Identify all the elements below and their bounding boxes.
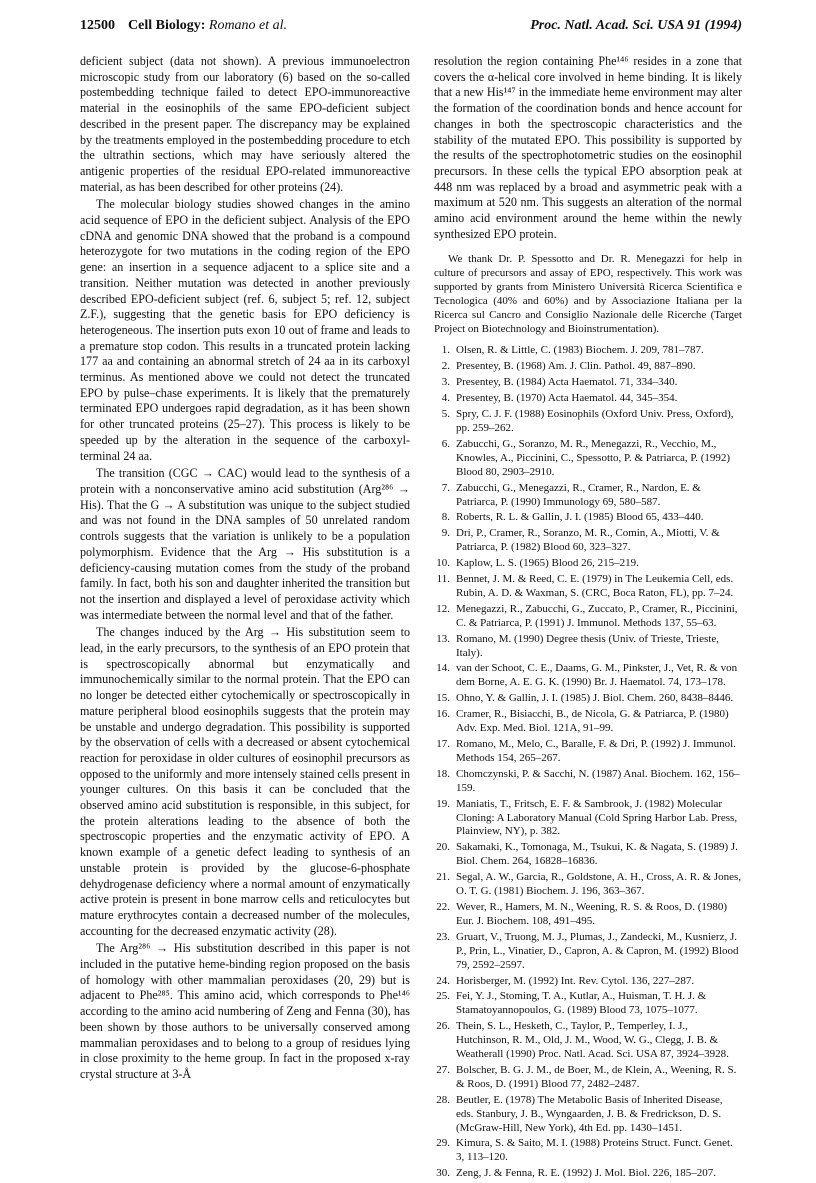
reference-number: 1.	[441, 344, 450, 357]
reference-text: Romano, M. (1990) Degree thesis (Univ. of Trieste, Trieste, Italy).	[456, 632, 719, 659]
reference-item	[434, 871, 742, 899]
reference-number: 7.	[441, 481, 450, 494]
reference-text: Fei, Y. J., Stoming, T. A., Kutlar, A., Huisman, T. H. J. & Stamatoyannopoulos, G. (1989) Blood 73, 1075–1077.	[456, 990, 707, 1017]
reference-item	[434, 573, 742, 601]
reference-item	[434, 768, 742, 796]
section-name: Cell Biology:	[128, 18, 206, 33]
reference-item	[434, 841, 742, 869]
reference-number: 12.	[436, 602, 450, 615]
reference-item	[434, 557, 742, 571]
reference-text: Presentey, B. (1970) Acta Haematol. 44, 345–354.	[456, 392, 678, 405]
reference-number: 20.	[436, 841, 450, 854]
reference-item	[434, 633, 742, 661]
reference-item	[434, 392, 742, 406]
reference-number: 3.	[441, 376, 450, 389]
reference-text: Bolscher, B. G. J. M., de Boer, M., de Klein, A., Weening, R. S. & Roos, D. (1991) Blood 77, 2482–2487.	[456, 1063, 737, 1090]
reference-text: Roberts, R. L. & Gallin, J. I. (1985) Blood 65, 433–440.	[456, 511, 704, 524]
paragraph: The molecular biology studies showed changes in the amino acid sequence of EPO in the deficient subject. Analysis of the EPO cDNA and genomic DNA showed that the proband is a compound heterozygote for two mutations in the coding region of the EPO gene: an insertion in a sequence adjacent to a splice site and a transition. Neither mutation was detected in another previously described EPO-deficient subject (ref. 6, subject 5; ref. 12, subject Z.F.), suggesting that the genetic basis for EPO deficiency is heterogeneous. The insertion puts exon 10 out of frame and leads to a premature stop codon. This results in a truncated protein lacking 177 aa and containing an abnormal stretch of 24 aa in its carboxyl terminus. As mentioned above we could not detect the truncated EPO by pulse–chase experiments. It is likely that the prematurely terminated EPO undergoes rapid degradation, as it has been shown for other truncated proteins (25–27). This process is likely to be speeded up by the alteration in the sequence of the carboxyl-terminal 24 aa.	[80, 197, 410, 463]
reference-text: Romano, M., Melo, C., Baralle, F. & Dri, P. (1992) J. Immunol. Methods 154, 265–267.	[456, 738, 736, 764]
running-authors: Romano et al.	[208, 18, 288, 33]
reference-item	[434, 527, 742, 555]
reference-item	[434, 1020, 742, 1062]
paragraph: The transition (CGC → CAC) would lead to the synthesis of a protein with a nonconservative amino acid substitution (Arg²⁸⁶ → His). That the G → A substitution was unique to the subject studied and was not found in the DNA samples of 50 unrelated random controls suggests that the variation is unlikely to be a population polymorphism. Evidence that the Arg → His substitution is a deficiency-causing mutation comes from the study of the proband family. In fact, both his son and daughter inherited the transition but not the insertion and displayed a level of peroxidase activity which was intermediate between the normal level and that of the father.	[80, 466, 410, 622]
reference-number: 30.	[436, 1167, 450, 1180]
acknowledgment: We thank Dr. P. Spessotto and Dr. R. Menegazzi for help in culture of precursors and assay of EPO, respectively. This work was supported by grants from Ministero Università Ricerca Scientifica e Tecnologica (40% and 60%) and by Associazione Italiana per la Ricerca sul Cancro and Consiglio Nazionale delle Ricerche (Target Project on Biotechnology and Bioinstrumentation).	[434, 253, 742, 336]
reference-text: Beutler, E. (1978) The Metabolic Basis of Inherited Disease, eds. Stanbury, J. B., Wyngaarden, J. B. & Fredrickson, D. S. (McGraw-Hill, New York), 4th Ed. pp. 1430–1451.	[456, 1093, 723, 1134]
reference-item	[434, 662, 742, 690]
left-column	[80, 54, 410, 1083]
reference-text: Segal, A. W., Garcia, R., Goldstone, A. H., Cross, A. R. & Jones, O. T. G. (1981) Biochem. J. 196, 363–367.	[456, 871, 742, 898]
reference-item	[434, 901, 742, 929]
reference-item	[434, 798, 742, 840]
paragraph: The Arg²⁸⁶ → His substitution described in this paper is not included in the putative heme-binding region proposed on the basis of homology with other mammalian peroxidases (20, 29) but is adjacent to Phe²⁸⁵. This amino acid, which corresponds to Phe¹⁴⁶ according to the amino acid numbering of Zeng and Fenna (30), has been shown by those authors to be universally conserved among mammalian peroxidases and to belong to a group of residues lying in close proximity to the heme group. In fact in the proposed x-ray crystal structure at 3-Å	[80, 941, 410, 1081]
reference-item	[434, 408, 742, 436]
reference-number: 18.	[436, 767, 450, 780]
reference-text: Olsen, R. & Little, C. (1983) Biochem. J. 209, 781–787.	[456, 344, 704, 357]
right-column	[434, 54, 742, 1183]
reference-number: 24.	[436, 974, 450, 987]
reference-number: 15.	[436, 692, 450, 705]
reference-item	[434, 990, 742, 1018]
discussion-text	[80, 54, 410, 1083]
reference-item	[434, 344, 742, 358]
reference-number: 17.	[436, 738, 450, 750]
reference-item	[434, 738, 742, 766]
reference-item	[434, 1137, 742, 1165]
reference-item	[434, 438, 742, 480]
paragraph: deficient subject (data not shown). A previous immunoelectron microscopic study from our laboratory (6) based on the so-called postembedding technique failed to detect EPO-immunoreactive material in the eosinophils of the same EPO-deficient subject described in the present paper. The discrepancy may be explained by the treatments employed in the postembedding procedure to etch the ultrathin sections, which may have seriously altered the antigenic properties of the residual EPO-related immunoreactive material, as has been described for other proteins (24).	[80, 54, 410, 194]
reference-text: Thein, S. L., Hesketh, C., Taylor, P., Temperley, I. J., Hutchinson, R. M., Old, J. M., Wood, W. G., Clegg, J. B. & Weatherall (1990) Proc. Natl. Acad. Sci. USA 87, 3924–3928.	[456, 1020, 729, 1061]
paragraph: The changes induced by the Arg → His substitution seem to lead, in the early precursors, to the synthesis of an EPO protein that is spectroscopically abnormal but enzymatically and immunochemically similar to the normal protein. That the EPO can no longer be detected either cytochemically or spectroscopically in mature peripheral blood eosinophils suggests that the protein may be unstable and undergo degradation. This possibility is supported by the observation of cells with a decreased or absent cytochemical reaction for peroxidase in older cultures of eosinophil precursors as opposed to the uniformly and more intensely stained cells present in younger cultures. On this basis it can be concluded that the observed amino acid substitution is responsible, in this subject, for the protein alterations leading to the absence of both the spectroscopic properties and the enzymatic activity of EPO. A known example of a genetic defect leading to synthesis of an unstable protein is provided by the glucose-6-phosphate dehydrogenase deficiency where a normal amount of enzymatically active protein is present in bone marrow cells and reticulocytes but mature erythrocytes contain a decreased number of the molecules, accounting for the decreased enzymatic activity (28).	[80, 625, 410, 938]
reference-number: 28.	[436, 1093, 450, 1106]
page-number: 12500	[80, 18, 115, 33]
reference-item	[434, 931, 742, 973]
reference-number: 10.	[436, 557, 450, 570]
reference-text: Cramer, R., Bisiacchi, B., de Nicola, G. & Patriarca, P. (1980) Adv. Exp. Med. Biol. 121A, 91–99.	[456, 708, 729, 735]
reference-item	[434, 360, 742, 374]
reference-item	[434, 692, 742, 706]
reference-list	[434, 344, 742, 1181]
reference-text: Spry, C. J. F. (1988) Eosinophils (Oxford Univ. Press, Oxford), pp. 259–262.	[456, 408, 734, 434]
discussion-continuation	[434, 54, 742, 242]
reference-number: 4.	[441, 392, 450, 405]
reference-text: Kimura, S. & Saito, M. I. (1988) Proteins Struct. Funct. Genet. 3, 113–120.	[456, 1137, 733, 1164]
reference-text: Ohno, Y. & Gallin, J. I. (1985) J. Biol. Chem. 260, 8438–8446.	[456, 692, 734, 705]
reference-number: 29.	[436, 1137, 450, 1150]
reference-text: Bennet, J. M. & Reed, C. E. (1979) in The Leukemia Cell, eds. Rubin, A. D. & Waxman, S. (CRC, Boca Raton, FL), pp. 7–24.	[456, 573, 734, 599]
reference-number: 11.	[436, 573, 450, 586]
reference-text: Maniatis, T., Fritsch, E. F. & Sambrook, J. (1982) Molecular Cloning: A Laboratory Manual (Cold Spring Harbor Lab. Press, Plainview, NY), p. 382.	[456, 797, 738, 838]
reference-number: 23.	[436, 930, 450, 943]
reference-number: 2.	[441, 360, 450, 373]
reference-text: Menegazzi, R., Zabucchi, G., Zuccato, P., Cramer, R., Piccinini, C. & Patriarca, P. (1991) J. Immunol. Methods 137, 55–63.	[456, 602, 738, 629]
reference-text: Horisberger, M. (1992) Int. Rev. Cytol. 136, 227–287.	[456, 974, 695, 987]
reference-number: 19.	[436, 797, 450, 810]
reference-text: Presentey, B. (1968) Am. J. Clin. Pathol. 49, 887–890.	[456, 360, 696, 373]
reference-text: Zabucchi, G., Soranzo, M. R., Menegazzi, R., Vecchio, M., Knowles, A., Piccinini, C., Spessotto, P. & Patriarca, P. (1992) Blood 80, 2903–2910.	[456, 437, 731, 478]
reference-text: Wever, R., Hamers, M. N., Weening, R. S. & Roos, D. (1980) Eur. J. Biochem. 108, 491–495.	[456, 900, 728, 927]
reference-number: 8.	[441, 511, 450, 524]
reference-number: 27.	[436, 1063, 450, 1076]
reference-text: van der Schoot, C. E., Daams, G. M., Pinkster, J., Vet, R. & von dem Borne, A. E. G. K. (1990) Br. J. Haematol. 74, 173–178.	[456, 662, 738, 689]
reference-number: 25.	[436, 990, 450, 1003]
reference-item	[434, 1094, 742, 1136]
reference-number: 14.	[436, 662, 450, 675]
reference-number: 16.	[436, 708, 450, 721]
journal-citation: Proc. Natl. Acad. Sci. USA 91 (1994)	[530, 18, 742, 33]
reference-item	[434, 1167, 742, 1181]
section-title	[128, 18, 287, 34]
reference-text: Gruart, V., Truong, M. J., Plumas, J., Zandecki, M., Kusnierz, J. P., Prin, L., Vinatier, D., Capron, A. & Capron, M. (1992) Blood 79, 2592–2597.	[456, 930, 739, 971]
reference-text: Chomczynski, P. & Sacchi, N. (1987) Anal. Biochem. 162, 156–159.	[456, 767, 740, 794]
reference-number: 22.	[436, 900, 450, 913]
reference-number: 13.	[436, 632, 450, 645]
reference-item	[434, 482, 742, 510]
reference-text: Kaplow, L. S. (1965) Blood 26, 215–219.	[456, 557, 639, 570]
reference-item	[434, 511, 742, 525]
reference-number: 9.	[441, 527, 450, 540]
reference-item	[434, 376, 742, 390]
reference-number: 21.	[436, 871, 450, 884]
reference-item	[434, 603, 742, 631]
reference-text: Dri, P., Cramer, R., Soranzo, M. R., Comin, A., Miotti, V. & Patriarca, P. (1982) Blood 60, 323–327.	[456, 527, 720, 554]
reference-number: 5.	[441, 408, 450, 421]
reference-item	[434, 708, 742, 736]
reference-text: Zeng, J. & Fenna, R. E. (1992) J. Mol. Biol. 226, 185–207.	[456, 1167, 717, 1180]
paragraph: resolution the region containing Phe¹⁴⁶ resides in a zone that covers the α-helical core involved in heme binding. It is likely that a new His¹⁴⁷ in the immediate heme environment may alter the formation of the coordination bonds and hence account for changes in both the spectroscopic characteristics and the stability of the mutated EPO. This possibility is supported by the results of the spectrophotometric studies on the eosinophil precursors. In these cells the typical EPO absorption peak at 448 nm was replaced by a broad and asymmetric peak with a maximum at 520 nm. This suggests an alteration of the normal amino acid environment around the heme within the newly synthesized EPO protein.	[434, 54, 742, 241]
reference-number: 26.	[436, 1020, 450, 1033]
reference-text: Zabucchi, G., Menegazzi, R., Cramer, R., Nardon, E. & Patriarca, P. (1990) Immunology 69, 580–587.	[456, 481, 701, 508]
reference-text: Presentey, B. (1984) Acta Haematol. 71, 334–340.	[456, 376, 678, 389]
running-header	[80, 16, 742, 38]
reference-number: 6.	[441, 437, 450, 450]
reference-text: Sakamaki, K., Tomonaga, M., Tsukui, K. & Nagata, S. (1989) J. Biol. Chem. 264, 16828–16836.	[456, 841, 738, 868]
reference-item	[434, 975, 742, 989]
